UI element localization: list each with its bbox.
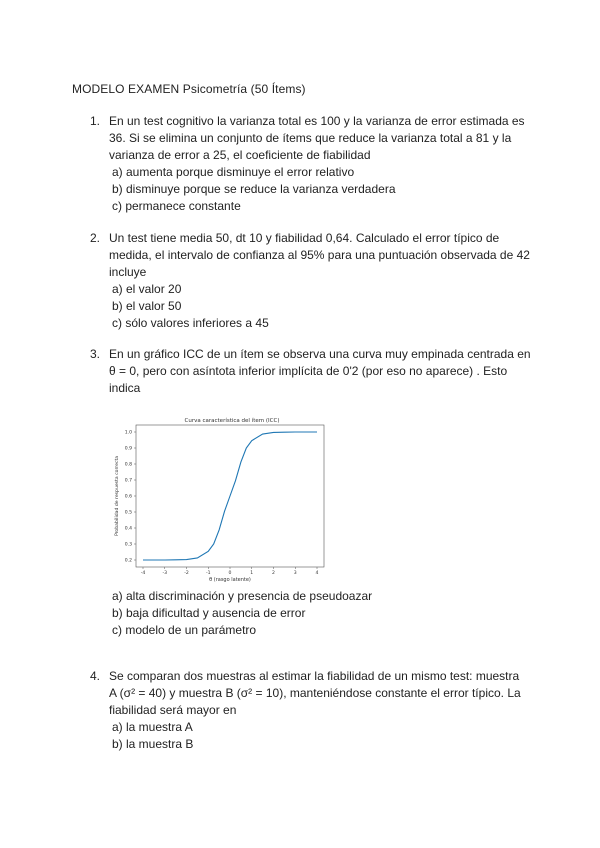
stem-line: θ = 0, pero con asíntota inferior implícita de 0'2 (por eso no aparece) . Esto bbox=[109, 364, 508, 378]
option-a: a) aumenta porque disminuye el error relativo bbox=[112, 165, 355, 179]
stem-line: indica bbox=[109, 381, 141, 395]
icc-series-line bbox=[143, 432, 317, 560]
option-a: a) alta discriminación y presencia de pseudoazar bbox=[112, 589, 373, 603]
y-axis-label: Probabilidad de respuesta correcta bbox=[115, 455, 120, 537]
y-tick-label: 0.4 bbox=[124, 526, 132, 532]
x-tick-label: -2 bbox=[184, 571, 189, 576]
y-tick-label: 0.5 bbox=[124, 510, 132, 516]
option-c: c) sólo valores inferiores a 45 bbox=[112, 316, 269, 330]
options-list bbox=[112, 281, 530, 332]
stem-line: 36. Si se elimina un conjunto de ítems que reduce la varianza total a 81 y la bbox=[109, 131, 512, 145]
question-stem bbox=[109, 346, 530, 397]
option-b: b) disminuye porque se reduce la varianza verdadera bbox=[112, 182, 396, 196]
options-list bbox=[112, 588, 372, 639]
stem-line: varianza de error a 25, el coeficiente de fiabilidad bbox=[109, 148, 371, 162]
option-c: c) permanece constante bbox=[112, 199, 241, 213]
y-tick-label: 0.3 bbox=[124, 542, 132, 548]
question-stem bbox=[109, 668, 530, 719]
y-tick-label: 0.8 bbox=[124, 462, 132, 468]
stem-line: A (σ² = 40) y muestra B (σ² = 10), manteniéndose constante el error típico. La bbox=[109, 686, 521, 700]
stem-line: incluye bbox=[109, 265, 147, 279]
stem-line: medida, el intervalo de confianza al 95% para una puntuación observada de 42 bbox=[109, 248, 530, 262]
x-tick-label: 2 bbox=[272, 571, 275, 576]
y-tick-label: 0.2 bbox=[124, 558, 132, 564]
x-tick-label: 1 bbox=[250, 571, 254, 576]
option-b: b) la muestra B bbox=[112, 737, 194, 751]
y-tick-label: 0.7 bbox=[124, 478, 132, 484]
options-list bbox=[112, 164, 530, 215]
question-2 bbox=[90, 230, 530, 332]
x-tick-label: -1 bbox=[205, 571, 211, 576]
stem-line: En un gráfico ICC de un ítem se observa una curva muy empinada centrada en bbox=[109, 347, 531, 361]
question-number: 1. bbox=[90, 114, 101, 128]
question-3 bbox=[90, 346, 530, 397]
x-axis-label: θ (rasgo latente) bbox=[209, 577, 251, 583]
stem-line: En un test cognitivo la varianza total es 100 y la varianza de error estimada es bbox=[109, 114, 525, 128]
question-number: 2. bbox=[90, 231, 101, 245]
x-tick-label: 3 bbox=[293, 571, 297, 576]
exam-title: MODELO EXAMEN Psicometría (50 Ítems) bbox=[72, 82, 306, 96]
stem-line: Un test tiene media 50, dt 10 y fiabilidad 0,64. Calculado el error típico de bbox=[109, 231, 500, 245]
stem-line: Se comparan dos muestras al estimar la fiabilidad de un mismo test: muestra bbox=[109, 669, 520, 683]
x-tick-label: 0 bbox=[228, 571, 232, 576]
x-tick-label: 4 bbox=[315, 571, 319, 576]
y-tick-label: 1.0 bbox=[124, 430, 132, 436]
question-4 bbox=[90, 668, 530, 753]
icc-chart-svg bbox=[112, 412, 326, 584]
option-a: a) la muestra A bbox=[112, 720, 193, 734]
question-number: 4. bbox=[90, 669, 101, 683]
x-tick-label: -4 bbox=[140, 571, 146, 576]
option-a: a) el valor 20 bbox=[112, 282, 182, 296]
chart-title: Curva característica del ítem (ICC) bbox=[184, 418, 280, 424]
option-b: b) el valor 50 bbox=[112, 299, 182, 313]
question-stem bbox=[109, 113, 530, 164]
y-tick-label: 0.9 bbox=[124, 446, 132, 452]
option-c: c) modelo de un parámetro bbox=[112, 623, 257, 637]
options-list bbox=[112, 719, 530, 753]
y-tick-label: 0.6 bbox=[124, 494, 132, 500]
option-b: b) baja dificultad y ausencia de error bbox=[112, 606, 306, 620]
x-tick-label: -3 bbox=[162, 571, 168, 576]
stem-line: fiabilidad será mayor en bbox=[109, 703, 237, 717]
question-1 bbox=[90, 113, 530, 215]
question-stem bbox=[109, 230, 530, 281]
icc-chart bbox=[112, 412, 326, 584]
question-number: 3. bbox=[90, 347, 101, 361]
